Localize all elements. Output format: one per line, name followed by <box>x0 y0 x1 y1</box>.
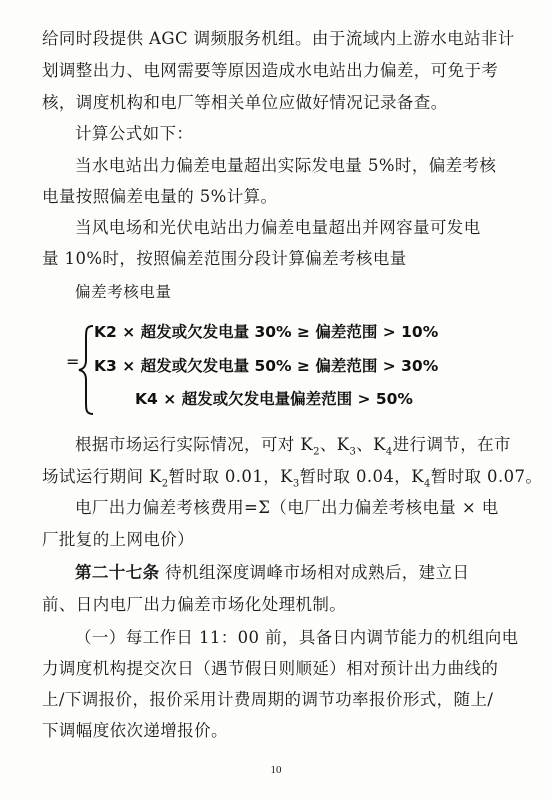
formula-intro: 计算公式如下： <box>75 124 194 143</box>
equals-sign: = <box>66 352 80 371</box>
paragraph-line: 给同时段提供 AGC 调频服务机组。由于流域内上游水电站非计 <box>42 29 515 48</box>
paragraph-line: 当风电场和光伏电站出力偏差电量超出并网容量可发电 <box>75 218 481 237</box>
paragraph-line: 厂批复的上网电价） <box>42 530 195 549</box>
article-27-line: 第二十七条 待机组深度调峰市场相对成熟后，建立日 <box>75 563 470 582</box>
paragraph-line: 下调幅度依次递增报价。 <box>42 721 228 740</box>
paragraph-line: 根据市场运行实际情况，可对 $K_2$、$K_3$、$K_4$进行调节，在市 <box>75 435 511 458</box>
paragraph-line: 上/下调报价，报价采用计费周期的调节功率报价形式，随上/ <box>42 690 494 709</box>
paragraph-line: 电厂出力偏差考核费用=Σ（电厂出力偏差考核电量 × 电 <box>75 498 499 517</box>
formula-label: 偏差考核电量 <box>75 283 172 301</box>
paragraph-line: 核，调度机构和电厂等相关单位应做好情况记录备查。 <box>42 93 448 112</box>
paragraph-line: 划调整出力、电网需要等原因造成水电站出力偏差，可免于考 <box>42 61 499 80</box>
paragraph-line: 当水电站出力偏差电量超出实际发电量 5%时，偏差考核 <box>75 156 497 175</box>
paragraph-line: 量 10%时，按照偏差范围分段计算偏差考核电量 <box>42 249 407 268</box>
paragraph-line: 力调度机构提交次日（遇节假日则顺延）相对预计出力曲线的 <box>42 659 499 678</box>
formula-row-k3: K3 × 超发或欠发电量 50% ≥ 偏差范围 > 30% <box>94 357 439 375</box>
paragraph-line: 前、日内电厂出力偏差市场化处理机制。 <box>42 595 347 614</box>
paragraph-line: （一）每工作日 11：00 前，具备日内调节能力的机组向电 <box>75 628 519 647</box>
paragraph-line: 场试运行期间 $K_2$暂时取 0.01，$K_3$暂时取 0.04，$K_4$暂时取 0.07。 <box>42 467 543 490</box>
page-number: 10 <box>270 764 282 776</box>
paragraph-line: 电量按照偏差电量的 5%计算。 <box>42 187 278 206</box>
article-heading: 第二十七条 <box>75 563 160 582</box>
formula-row-k2: K2 × 超发或欠发电量 30% ≥ 偏差范围 > 10% <box>94 323 439 341</box>
formula-row-k4: K4 × 超发或欠发电量偏差范围 > 50% <box>135 390 413 408</box>
